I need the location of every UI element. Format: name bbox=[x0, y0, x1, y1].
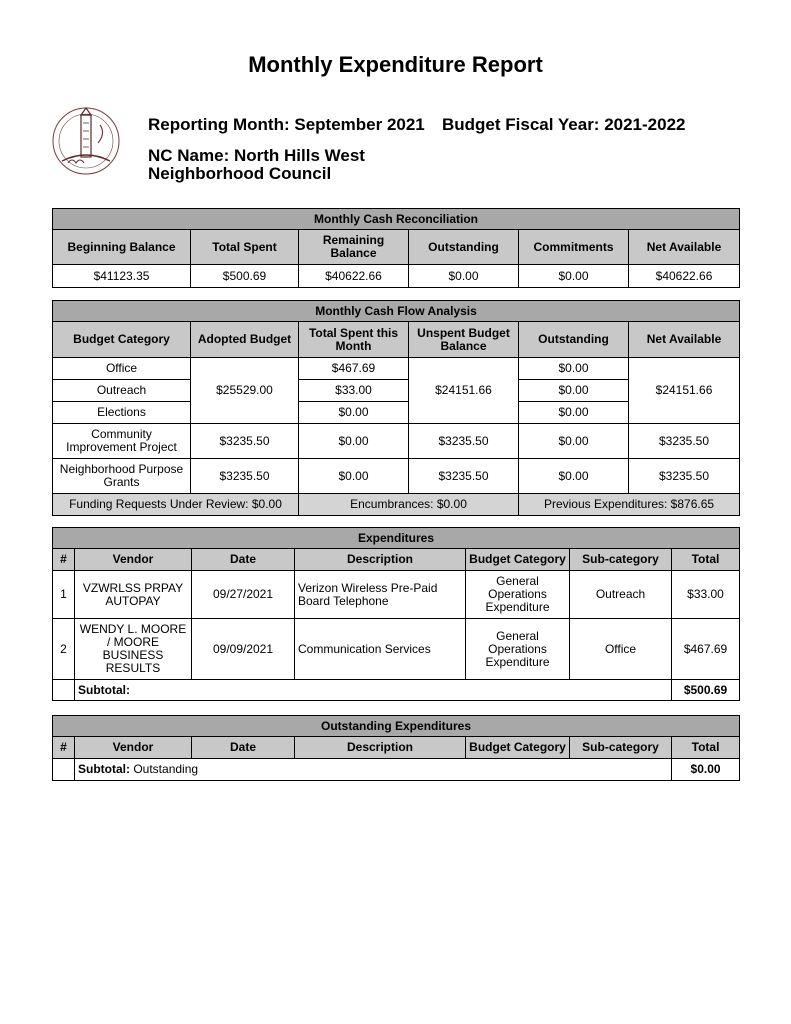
column-header: Vendor bbox=[75, 549, 192, 571]
column-header: Total Spent this Month bbox=[299, 322, 409, 358]
description: Verizon Wireless Pre-Paid Board Telephone bbox=[295, 571, 466, 619]
column-header: Net Available bbox=[629, 322, 740, 358]
column-header: Total bbox=[672, 549, 740, 571]
column-header: Total bbox=[672, 737, 740, 759]
column-header: Date bbox=[192, 737, 295, 759]
column-header: Date bbox=[192, 549, 295, 571]
report-title: Monthly Expenditure Report bbox=[248, 52, 543, 77]
budget-category: Elections bbox=[53, 402, 191, 424]
commitments: $0.00 bbox=[519, 265, 629, 288]
column-header: Description bbox=[295, 549, 466, 571]
subtotal-suffix: Outstanding bbox=[133, 762, 199, 776]
column-header: # bbox=[53, 549, 75, 571]
vendor: WENDY L. MOORE / MOORE BUSINESS RESULTS bbox=[75, 619, 192, 680]
adopted-budget: $25529.00 bbox=[191, 358, 299, 424]
column-header: Net Available bbox=[629, 230, 740, 265]
total-spent: $467.69 bbox=[299, 358, 409, 380]
outstanding: $0.00 bbox=[519, 424, 629, 459]
total-spent: $0.00 bbox=[299, 402, 409, 424]
adopted-budget: $3235.50 bbox=[191, 424, 299, 459]
unspent-balance: $3235.50 bbox=[409, 459, 519, 494]
total-spent: $500.69 bbox=[191, 265, 299, 288]
column-header: Total Spent bbox=[191, 230, 299, 265]
budget-category: Neighborhood Purpose Grants bbox=[53, 459, 191, 494]
date: 09/27/2021 bbox=[192, 571, 295, 619]
total: $467.69 bbox=[672, 619, 740, 680]
table-row bbox=[53, 571, 740, 619]
total-spent: $0.00 bbox=[299, 459, 409, 494]
table-caption: Monthly Cash Reconciliation bbox=[53, 209, 740, 230]
row-number: 2 bbox=[53, 619, 75, 680]
budget-category: Community Improvement Project bbox=[53, 424, 191, 459]
column-header: Budget Category bbox=[466, 549, 570, 571]
column-header: Unspent Budget Balance bbox=[409, 322, 519, 358]
column-header: Sub-category bbox=[570, 737, 672, 759]
expenditures-table bbox=[52, 527, 740, 701]
reporting-month: Reporting Month: September 2021 bbox=[148, 115, 425, 134]
budget-category: Outreach bbox=[53, 380, 191, 402]
net-available: $24151.66 bbox=[629, 358, 740, 424]
vendor: VZWRLSS PRPAY AUTOPAY bbox=[75, 571, 192, 619]
unspent-balance: $3235.50 bbox=[409, 424, 519, 459]
budget-category: General Operations Expenditure bbox=[466, 619, 570, 680]
sub-category: Outreach bbox=[570, 571, 672, 619]
sub-category: Office bbox=[570, 619, 672, 680]
remaining-balance: $40622.66 bbox=[299, 265, 409, 288]
blank-cell bbox=[53, 680, 75, 701]
description: Communication Services bbox=[295, 619, 466, 680]
subtotal-label: Subtotal: bbox=[78, 762, 130, 776]
unspent-balance: $24151.66 bbox=[409, 358, 519, 424]
outstanding: $0.00 bbox=[409, 265, 519, 288]
row-number: 1 bbox=[53, 571, 75, 619]
budget-category: Office bbox=[53, 358, 191, 380]
outstanding-subtotal bbox=[75, 759, 672, 781]
date: 09/09/2021 bbox=[192, 619, 295, 680]
column-header: Description bbox=[295, 737, 466, 759]
column-header: Commitments bbox=[519, 230, 629, 265]
nc-name-line2: Neighborhood Council bbox=[148, 164, 332, 183]
blank-cell bbox=[53, 759, 75, 781]
column-header: Budget Category bbox=[466, 737, 570, 759]
column-header: Adopted Budget bbox=[191, 322, 299, 358]
outstanding: $0.00 bbox=[519, 358, 629, 380]
table-caption: Outstanding Expenditures bbox=[53, 716, 740, 737]
total-spent: $33.00 bbox=[299, 380, 409, 402]
nc-name-line1: NC Name: North Hills West bbox=[148, 146, 365, 165]
budget-category: General Operations Expenditure bbox=[466, 571, 570, 619]
column-header: Sub-category bbox=[570, 549, 672, 571]
fiscal-year: Budget Fiscal Year: 2021-2022 bbox=[442, 115, 686, 134]
column-header: Outstanding bbox=[409, 230, 519, 265]
net-available: $40622.66 bbox=[629, 265, 740, 288]
total-spent: $0.00 bbox=[299, 424, 409, 459]
outstanding: $0.00 bbox=[519, 380, 629, 402]
subtotal-value: $0.00 bbox=[672, 759, 740, 781]
outstanding: $0.00 bbox=[519, 459, 629, 494]
subtotal-label: Subtotal: bbox=[75, 680, 672, 701]
outstanding-expenditures-table bbox=[52, 715, 740, 781]
previous-expenditures: Previous Expenditures: $876.65 bbox=[519, 494, 740, 516]
cash-reconciliation-table bbox=[52, 208, 740, 288]
total: $33.00 bbox=[672, 571, 740, 619]
city-clerk-seal-logo bbox=[50, 105, 122, 177]
column-header: Outstanding bbox=[519, 322, 629, 358]
table-caption: Expenditures bbox=[53, 528, 740, 549]
encumbrances: Encumbrances: $0.00 bbox=[299, 494, 519, 516]
net-available: $3235.50 bbox=[629, 459, 740, 494]
column-header: Budget Category bbox=[53, 322, 191, 358]
beginning-balance: $41123.35 bbox=[53, 265, 191, 288]
table-row bbox=[53, 619, 740, 680]
subtotal-value: $500.69 bbox=[672, 680, 740, 701]
table-caption: Monthly Cash Flow Analysis bbox=[53, 301, 740, 322]
column-header: Remaining Balance bbox=[299, 230, 409, 265]
cash-flow-table bbox=[52, 300, 740, 516]
column-header: # bbox=[53, 737, 75, 759]
column-header: Vendor bbox=[75, 737, 192, 759]
outstanding: $0.00 bbox=[519, 402, 629, 424]
net-available: $3235.50 bbox=[629, 424, 740, 459]
column-header: Beginning Balance bbox=[53, 230, 191, 265]
funding-requests-under-review: Funding Requests Under Review: $0.00 bbox=[53, 494, 299, 516]
adopted-budget: $3235.50 bbox=[191, 459, 299, 494]
